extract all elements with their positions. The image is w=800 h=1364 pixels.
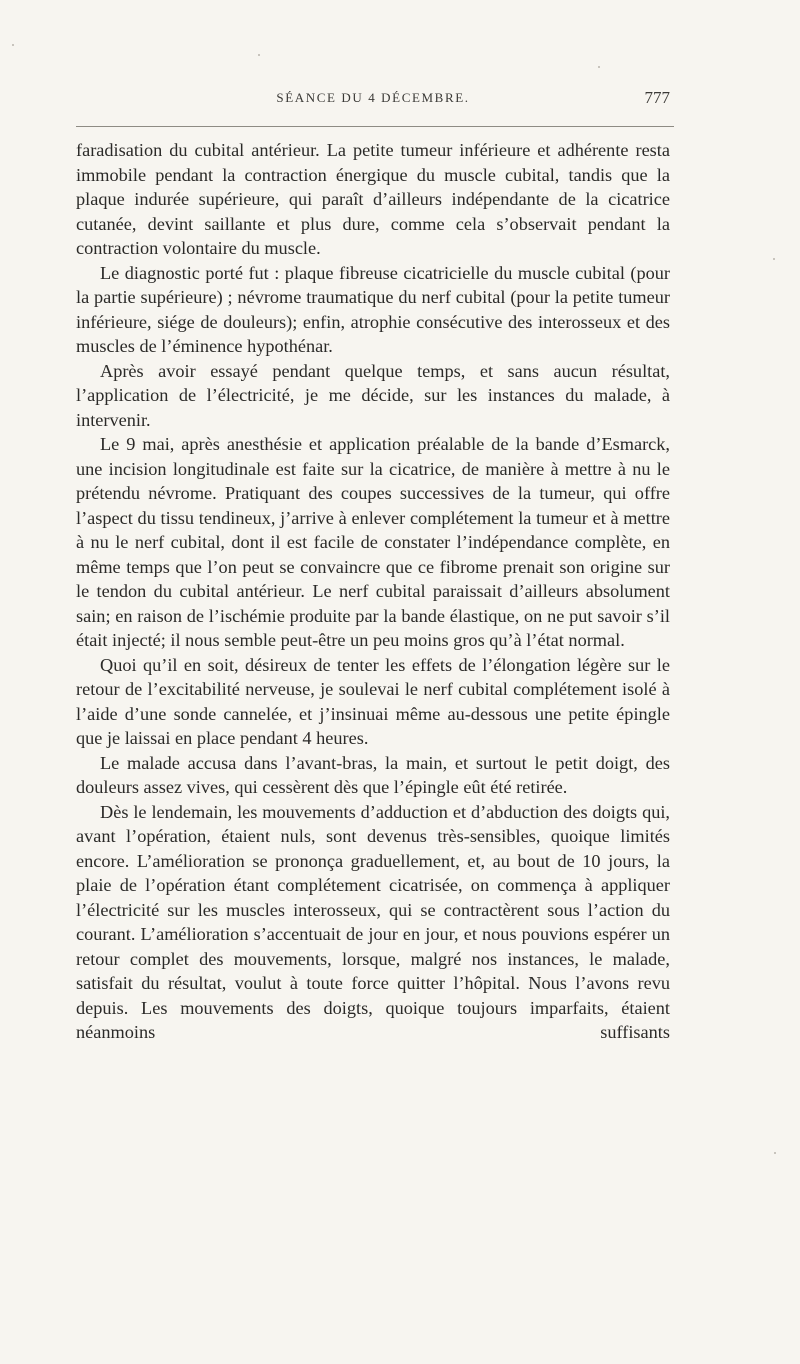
header-rule [76,126,674,127]
paper-speck [12,44,14,46]
paper-speck [258,54,260,56]
body-text [76,138,670,1045]
paragraph: Quoi qu’il en soit, désireux de tenter les effets de l’élongation légère sur le retour de l’excitabilité nerveuse, je soulevai le nerf cubital complétement isolé à l’aide d’une sonde cannelée, et j’insinuai même au-dessous une petite épingle que je laissai en place pendant 4 heures. [76,654,670,748]
paragraph: Le 9 mai, après anesthésie et application préalable de la bande d’Esmarck, une incision longitudinale est faite sur la cicatrice, de manière à mettre à nu le prétendu névrome. Pratiquant des coupes successives de la tumeur, qui offre l’aspect du tissu tendineux, j’arrive à enlever complétement la tumeur et à mettre à nu le nerf cubital, dont il est facile de constater l’indépendance complète, en même temps que l’on peut se convaincre que ce fibrome prenait son origine sur le tendon du cubital antérieur. Le nerf cubital paraissait d’ailleurs absolument sain; en raison de l’ischémie produite par la bande élastique, on ne put savoir s’il était injecté; il nous semble peut-être un peu moins gros qu’à l’état normal. [76,434,670,650]
paper-speck [773,258,775,260]
page-number: 777 [644,88,670,107]
paragraph: faradisation du cubital antérieur. La petite tumeur inférieure et adhérente resta immobile pendant la contraction énergique du muscle cubital, tandis que la plaque indurée supérieure, qui paraît d’ailleurs indépendante de la cicatrice cutanée, devint saillante et plus dure, comme cela s’observait pendant la contraction volontaire du muscle. [76,140,670,258]
paragraph: Dès le lendemain, les mouvements d’adduction et d’abduction des doigts qui, avant l’opération, étaient nuls, sont devenus très-sensibles, quoique limités encore. L’amélioration se prononça graduellement, et, au bout de 10 jours, la plaie de l’opération étant complétement cicatrisée, on commença à appliquer l’électricité sur les muscles interosseux, qui se contractèrent sous l’action du courant. L’amélioration s’accentuait de jour en jour, et nous pouvions espérer un retour complet des mouvements, lorsque, malgré nos instances, le malade, satisfait du résultat, voulut à toute force quitter l’hôpital. Nous l’avons revu depuis. Les mouvements des doigts, quoique toujours imparfaits, étaient néanmoins suffisants [76,801,670,1042]
paragraph: Le diagnostic porté fut : plaque fibreuse cicatricielle du muscle cubital (pour la partie supérieure) ; névrome traumatique du nerf cubital (pour la petite tumeur inférieure, siége de douleurs); enfin, atrophie consécutive des interosseux et des muscles de l’éminence hypothénar. [76,262,670,356]
paper-speck [774,1152,776,1154]
running-head [76,88,670,112]
paragraph: Après avoir essayé pendant quelque temps, et sans aucun résultat, l’application de l’électricité, je me décide, sur les instances du malade, à intervenir. [76,360,670,430]
paper-speck [598,66,600,68]
paragraph: Le malade accusa dans l’avant-bras, la main, et surtout le petit doigt, des douleurs assez vives, qui cessèrent dès que l’épingle eût été retirée. [76,752,670,797]
running-title: SÉANCE DU 4 DÉCEMBRE. [276,90,470,105]
